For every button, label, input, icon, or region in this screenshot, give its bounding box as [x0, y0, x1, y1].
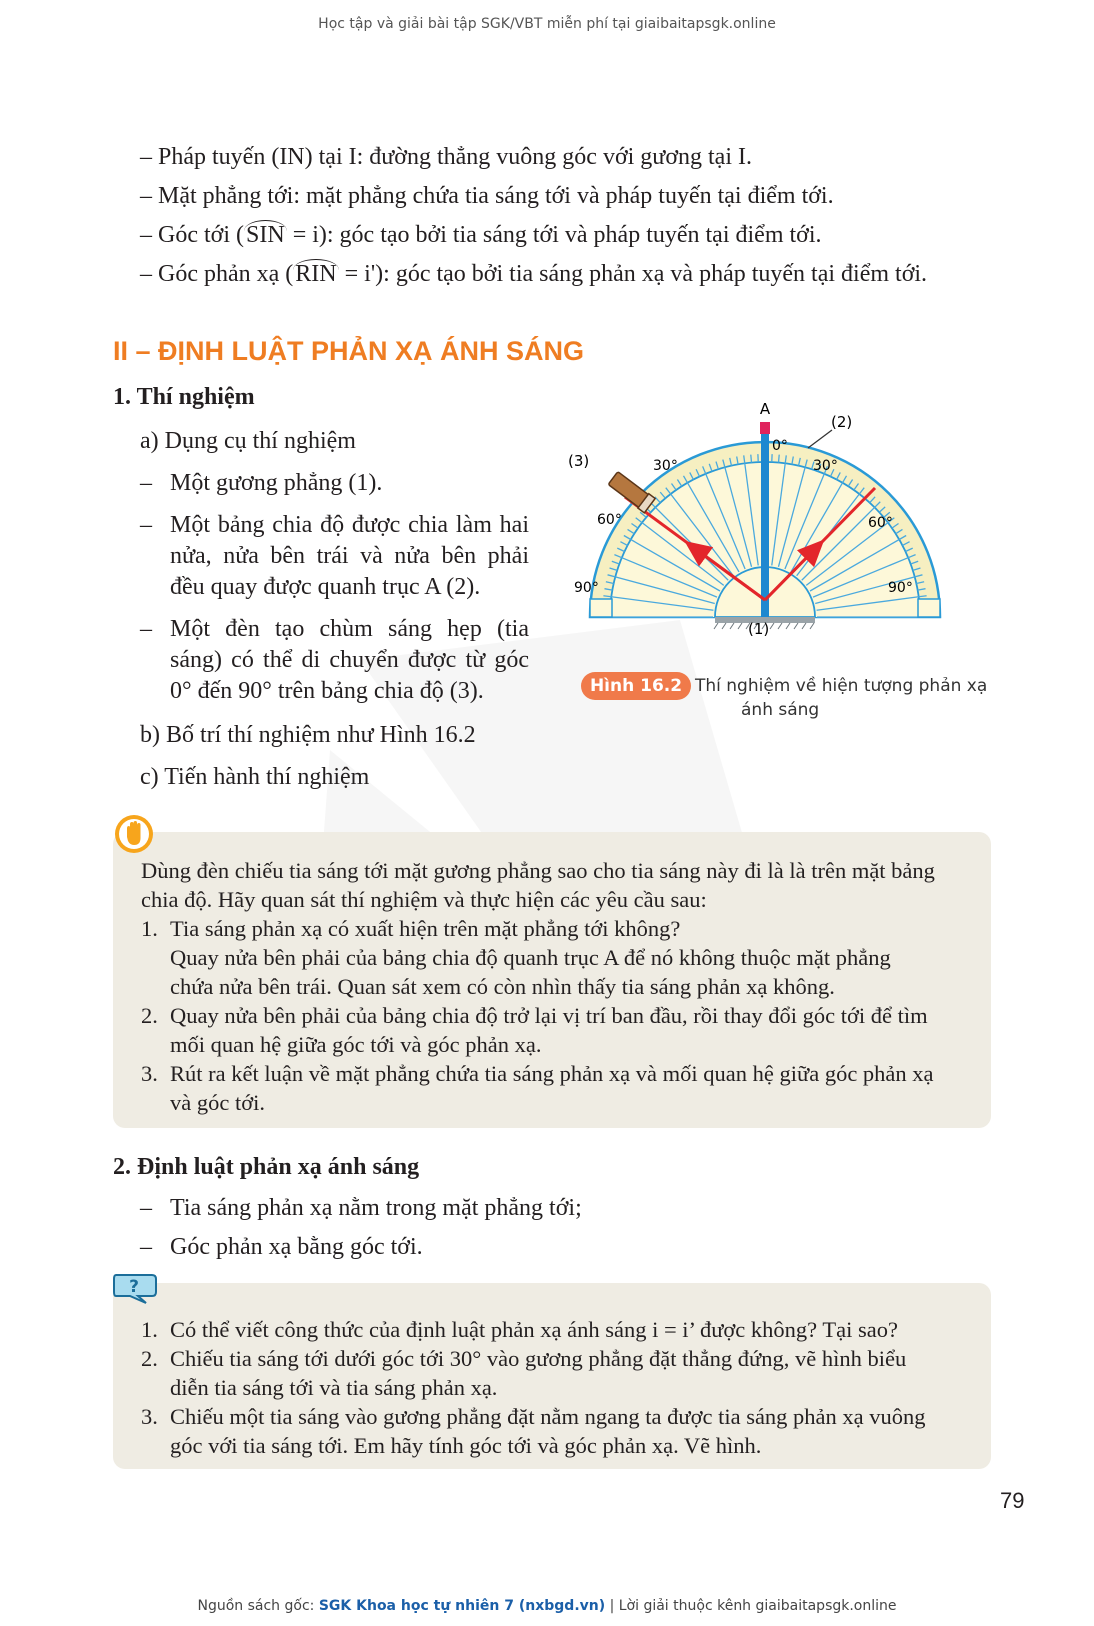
- question-3-line1: Chiếu một tia sáng vào gương phẳng đặt nằm ngang ta được tia sáng phản xạ vuông: [170, 1404, 926, 1429]
- tools-heading: a) Dụng cụ thí nghiệm: [140, 428, 356, 454]
- definition-angle-of-reflection: – Góc phản xạ (RIN = i'): góc tạo bởi tia sáng phản xạ và pháp tuyến tại điểm tới.: [140, 261, 928, 287]
- question-num-1: 1.: [141, 1317, 158, 1342]
- reflection-experiment-figure: [568, 400, 980, 670]
- question-num-3: 3.: [141, 1404, 158, 1429]
- setup-text: b) Bố trí thí nghiệm như Hình 16.2: [140, 722, 476, 748]
- activity-q1-line1: Tia sáng phản xạ có xuất hiện trên mặt phẳng tới không?: [170, 916, 681, 941]
- bullet-dash: –: [140, 1234, 152, 1260]
- definition-plane-of-incidence: – Mặt phẳng tới: mặt phẳng chứa tia sáng tới và pháp tuyến tại điểm tới.: [140, 183, 834, 209]
- angle-sin-symbol: SIN: [246, 222, 285, 248]
- activity-q2-line2: mối quan hệ giữa góc tới và góc phản xạ.: [170, 1032, 542, 1057]
- label-90-left: 90°: [574, 580, 599, 596]
- tool-protractor-line2: nửa, nửa bên trái và nửa bên phải: [170, 543, 529, 569]
- bullet-dash: –: [140, 1195, 152, 1221]
- definition-normal: – Pháp tuyến (IN) tại I: đường thẳng vuông góc với gương tại I.: [140, 144, 752, 170]
- figure-caption-line1: Thí nghiệm về hiện tượng phản xạ: [695, 676, 988, 696]
- law-heading: 2. Định luật phản xạ ánh sáng: [113, 1154, 420, 1180]
- box-90-right: [918, 599, 940, 617]
- bullet-dash: –: [140, 616, 152, 642]
- page-number: 79: [1000, 1488, 1025, 1513]
- label-60-right: 60°: [868, 515, 893, 531]
- angle-rin-symbol: RIN: [295, 261, 337, 287]
- label-90-right: 90°: [888, 580, 913, 596]
- activity-q3-line2: và góc tới.: [170, 1090, 265, 1115]
- label-1: (1): [748, 620, 770, 638]
- activity-q1-line2: Quay nửa bên phải của bảng chia độ quanh trục A để nó không thuộc mặt phẳng: [170, 945, 891, 970]
- figure-label: Hình 16.2: [581, 672, 691, 700]
- hand-icon: [113, 813, 155, 855]
- activity-num-2: 2.: [141, 1003, 158, 1028]
- activity-num-1: 1.: [141, 916, 158, 941]
- activity-q2-line1: Quay nửa bên phải của bảng chia độ trở lại vị trí ban đầu, rồi thay đổi góc tới để tìm: [170, 1003, 928, 1028]
- tool-lamp-line2: sáng) có thể di chuyển được từ góc: [170, 647, 529, 673]
- procedure-text: c) Tiến hành thí nghiệm: [140, 764, 370, 790]
- tool-mirror: Một gương phẳng (1).: [170, 470, 383, 496]
- label-30-left: 30°: [653, 458, 678, 474]
- questions-box: [113, 1283, 991, 1469]
- activity-q3-line1: Rút ra kết luận về mặt phẳng chứa tia sáng phản xạ và mối quan hệ giữa góc phản xạ: [170, 1061, 934, 1086]
- footer-note: Nguồn sách gốc: SGK Khoa học tự nhiên 7 (nxbgd.vn) | Lời giải thuộc kênh giaibaitapsgk.online: [197, 1598, 897, 1614]
- question-2-line1: Chiếu tia sáng tới dưới góc tới 30° vào gương phẳng đặt thẳng đứng, vẽ hình biểu: [170, 1346, 907, 1371]
- activity-num-3: 3.: [141, 1061, 158, 1086]
- label-a: A: [759, 400, 771, 418]
- activity-intro-line2: chia độ. Hãy quan sát thí nghiệm và thực hiện các yêu cầu sau:: [141, 887, 707, 912]
- law-item-1: Tia sáng phản xạ nằm trong mặt phẳng tới;: [170, 1195, 582, 1221]
- protractor-minor-tick: [779, 455, 780, 463]
- question-1: Có thể viết công thức của định luật phản xạ ánh sáng i = i’ được không? Tại sao?: [170, 1317, 898, 1342]
- figure-caption-line2: ánh sáng: [741, 700, 820, 720]
- tool-lamp-line3: 0° đến 90° trên bảng chia độ (3).: [170, 678, 484, 704]
- question-3-line2: góc với tia sáng tới. Em hãy tính góc tới và góc phản xạ. Vẽ hình.: [170, 1433, 762, 1458]
- law-item-2: Góc phản xạ bằng góc tới.: [170, 1234, 423, 1260]
- label-2: (2): [831, 413, 853, 431]
- question-num-2: 2.: [141, 1346, 158, 1371]
- section-title: II – ĐỊNH LUẬT PHẢN XẠ ÁNH SÁNG: [113, 336, 585, 366]
- tool-lamp-line1: Một đèn tạo chùm sáng hẹp (tia: [170, 616, 529, 642]
- axis-a-cap: [760, 422, 770, 434]
- pointer-2: [808, 430, 832, 448]
- footer-book-link[interactable]: SGK Khoa học tự nhiên 7 (nxbgd.vn): [318, 1598, 606, 1614]
- box-90-left: [590, 599, 612, 617]
- tool-protractor-line3: đều quay được quanh trục A (2).: [170, 574, 481, 600]
- tool-protractor-line1: Một bảng chia độ được chia làm hai: [170, 512, 529, 538]
- label-0-deg: 0°: [772, 438, 788, 454]
- activity-box: [113, 832, 991, 1128]
- question-mark: ?: [129, 1277, 139, 1297]
- label-30-right: 30°: [813, 458, 838, 474]
- activity-intro-line1: Dùng đèn chiếu tia sáng tới mặt gương phẳng sao cho tia sáng này đi là là trên mặt bảng: [141, 858, 935, 883]
- label-60-left: 60°: [597, 512, 622, 528]
- definition-angle-of-incidence: – Góc tới (SIN = i): góc tạo bởi tia sáng tới và pháp tuyến tại điểm tới.: [140, 222, 822, 248]
- activity-q1-line3: chứa nửa bên trái. Quan sát xem có còn nhìn thấy tia sáng phản xạ không.: [170, 974, 835, 999]
- protractor-minor-tick: [751, 455, 752, 463]
- axis-a: [761, 430, 769, 617]
- bullet-dash: –: [140, 512, 152, 538]
- question-bubble-icon: [112, 1272, 160, 1306]
- label-3: (3): [568, 452, 590, 470]
- header-note: Học tập và giải bài tập SGK/VBT miễn phí tại giaibaitapsgk.online: [318, 16, 776, 32]
- bullet-dash: –: [140, 470, 152, 496]
- question-2-line2: diễn tia sáng tới và tia sáng phản xạ.: [170, 1375, 498, 1400]
- experiment-heading: 1. Thí nghiệm: [113, 384, 255, 410]
